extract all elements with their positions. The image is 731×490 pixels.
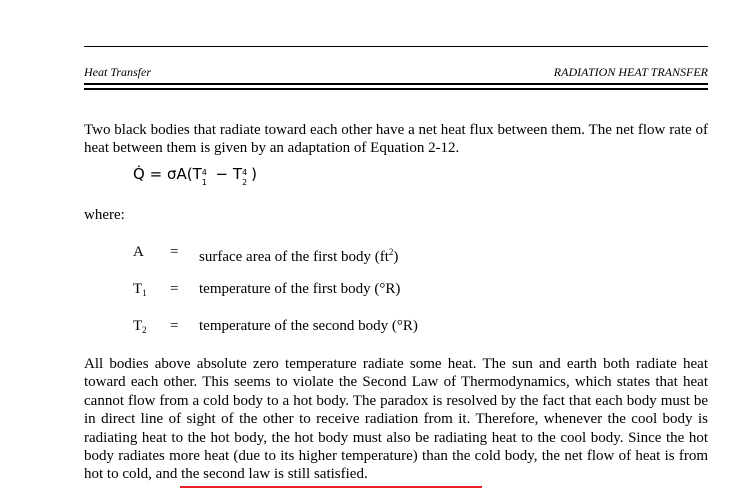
running-header-left: Heat Transfer	[84, 65, 152, 79]
definition-row-t1	[0, 280, 731, 300]
definition-description: temperature of the first body (°R)	[199, 281, 401, 297]
definition-symbol: $T_2$	[133, 318, 147, 335]
definition-equals: =	[170, 281, 179, 297]
where-label: where:	[84, 207, 125, 223]
equation-heat-rate: Q̇	[133, 165, 145, 183]
definition-description: surface area of the first body $(ft^2)$	[199, 247, 399, 265]
equation-t2-scripts	[242, 168, 251, 187]
definition-description: temperature of the second body (°R)	[199, 318, 418, 334]
definition-equals: =	[170, 244, 179, 260]
intro-paragraph: Two black bodies that radiate toward each other have a net heat flux between them. The net flow rate of heat between them is given by an adaptation of Equation 2-12.	[84, 122, 708, 157]
red-underline-mark	[180, 486, 482, 488]
radiation-equation	[133, 164, 257, 187]
equation-t2-power: 4	[242, 168, 248, 177]
equation-equals: =	[149, 165, 163, 183]
closing-paragraph: All bodies above absolute zero temperature radiate some heat. The sun and earth both radiate heat toward each other. This seems to violate the Second Law of Thermodynamics, which states that heat cannot flow from a cold body to a hot body. The paradox is resolved by the fact that each body must be in direct line of sight of the other to receive radiation from it. Therefore, whenever the cool body is radiating heat to the hot body, the hot body must also be radiating heat to the cool body. Since the hot body radiates more heat (due to its higher temperature) than the cold body, the net flow of heat is from hot to cold, and the second law is still satisfied.	[84, 356, 708, 483]
definition-row-t2	[0, 317, 731, 337]
equation-t1-power: 4	[201, 168, 207, 177]
top-rule	[84, 46, 708, 47]
definition-equals: =	[170, 318, 179, 334]
equation-t2-sub: 2	[242, 178, 248, 187]
equation-close-paren: )	[251, 165, 257, 183]
equation-minus: −	[215, 165, 229, 183]
definition-symbol: A	[133, 244, 144, 260]
equation-sigma-a: σA(T	[166, 165, 202, 183]
running-header-right: RADIATION HEAT TRANSFER	[553, 65, 708, 79]
definition-symbol: $T_1$	[133, 281, 147, 298]
definition-row-area	[0, 243, 731, 263]
header-double-rule-lower	[84, 88, 708, 90]
header-double-rule-upper	[84, 83, 708, 85]
equation-t2: T	[232, 165, 243, 183]
equation-t1-sub: 1	[201, 178, 207, 187]
equation-t1-scripts	[201, 168, 211, 187]
